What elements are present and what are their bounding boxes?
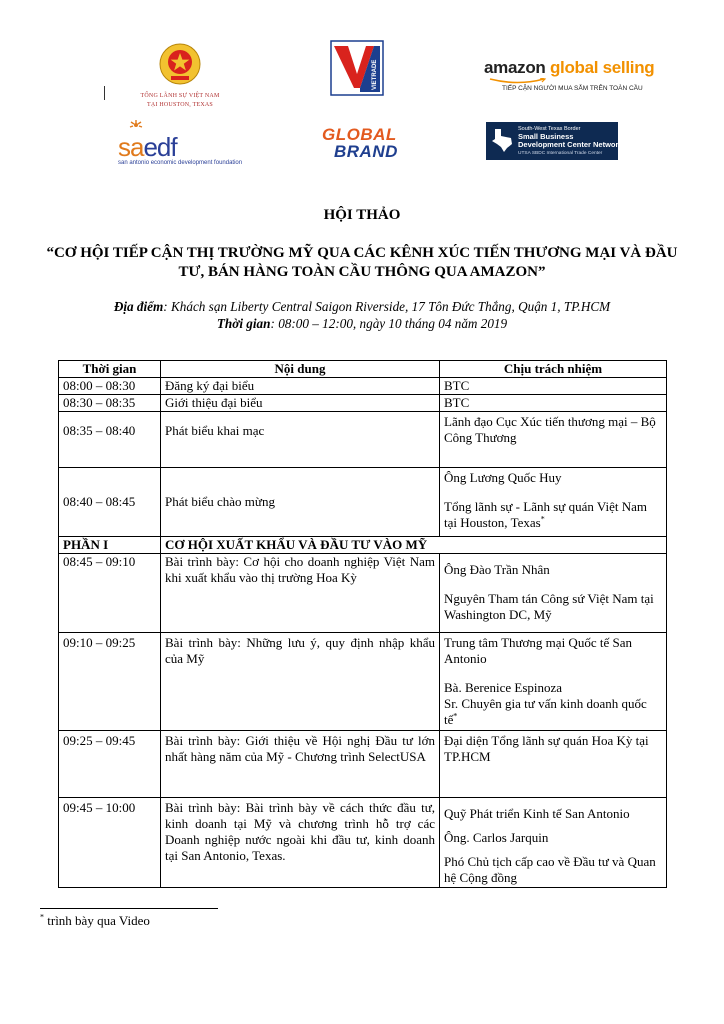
resp-title: Phó Chủ tịch cấp cao về Đầu tư và Quan hệ Cộng đồng bbox=[444, 854, 656, 885]
section-title: CƠ HỘI XUẤT KHẨU VÀ ĐẦU TƯ VÀO MỸ bbox=[161, 537, 667, 554]
section-row bbox=[59, 537, 667, 554]
header-time: Thời gian bbox=[59, 361, 161, 378]
time-line bbox=[0, 316, 724, 332]
amazon-brand-word: amazon bbox=[484, 58, 546, 77]
resp-title: Nguyên Tham tán Công sứ Việt Nam tại Washington DC, Mỹ bbox=[444, 591, 654, 622]
table-row bbox=[59, 554, 667, 633]
header-responsibility: Chịu trách nhiệm bbox=[440, 361, 667, 378]
venue-label: Địa điểm bbox=[113, 299, 164, 314]
vietrade-logo bbox=[330, 40, 384, 96]
page-title: HỘI THẢO bbox=[323, 207, 401, 223]
table-row bbox=[59, 468, 667, 537]
vietrade-label: VIETRADE bbox=[372, 59, 378, 90]
row-content: Phát biểu khai mạc bbox=[161, 412, 440, 468]
row-time: 08:00 – 08:30 bbox=[59, 378, 161, 395]
footnote-text: trình bày qua Video bbox=[44, 913, 150, 928]
saedf-star-icon bbox=[128, 120, 144, 134]
row-content: Bài trình bày: Những lưu ý, quy định nhập khẩu của Mỹ bbox=[161, 633, 440, 731]
amazon-tagline: TIẾP CẬN NGƯỜI MUA SẮM TRÊN TOÀN CẦU bbox=[502, 85, 643, 92]
venue-value: : Khách sạn Liberty Central Saigon Riverside, 17 Tôn Đức Thắng, Quận 1, TP.HCM bbox=[163, 299, 611, 314]
amazon-smile-icon bbox=[488, 78, 548, 84]
sbdc-line2: Small Business bbox=[518, 132, 574, 141]
time-label: Thời gian bbox=[216, 316, 271, 331]
agenda-table bbox=[58, 360, 667, 888]
resp-title bbox=[444, 696, 662, 728]
consulate-caption-line2: TẠI HOUSTON, TEXAS bbox=[147, 102, 213, 108]
row-content: Phát biểu chào mừng bbox=[161, 468, 440, 537]
page-subtitle: “CƠ HỘI TIẾP CẬN THỊ TRƯỜNG MỸ QUA CÁC KÊNH XÚC TIẾN THƯƠNG MẠI VÀ ĐẦU TƯ, BÁN HÀNG TOÀN CẦU THÔNG QUA AMAZON” bbox=[46, 245, 678, 280]
row-content: Bài trình bày: Bài trình bày về cách thức đầu tư, kinh doanh tại Mỹ và chương trình hỗ trợ các Doanh nghiệp nước ngoài khi đầu tư, kinh doanh tại San Antonio, Texas. bbox=[161, 798, 440, 888]
table-row bbox=[59, 378, 667, 395]
row-time: 08:40 – 08:45 bbox=[59, 468, 161, 537]
row-time: 09:25 – 09:45 bbox=[59, 731, 161, 798]
table-row bbox=[59, 412, 667, 468]
sbdc-line1: South-West Texas Border bbox=[518, 126, 581, 132]
row-responsibility: BTC bbox=[440, 395, 667, 412]
national-emblem-icon bbox=[158, 42, 202, 86]
row-content: Đăng ký đại biểu bbox=[161, 378, 440, 395]
row-time: 09:10 – 09:25 bbox=[59, 633, 161, 731]
footnote bbox=[40, 913, 150, 929]
saedf-brand-suffix: edf bbox=[143, 132, 177, 162]
saedf-brand-prefix: sa bbox=[118, 132, 144, 162]
row-content: Giới thiệu đại biểu bbox=[161, 395, 440, 412]
row-time: 08:45 – 09:10 bbox=[59, 554, 161, 633]
resp-name: Ông. Carlos Jarquin bbox=[444, 830, 549, 845]
saedf-logo bbox=[118, 122, 268, 166]
vietnam-emblem-logo bbox=[140, 42, 220, 109]
sbdc-logo bbox=[486, 122, 623, 160]
table-row bbox=[59, 633, 667, 731]
global-brand-line2: BRAND bbox=[334, 142, 398, 161]
vietrade-mark-icon bbox=[330, 40, 384, 96]
row-content: Bài trình bày: Cơ hội cho doanh nghiệp Việt Nam khi xuất khẩu vào thị trường Hoa Kỳ bbox=[161, 554, 440, 633]
row-time: 08:35 – 08:40 bbox=[59, 412, 161, 468]
table-row bbox=[59, 731, 667, 798]
resp-title-text: Tổng lãnh sự - Lãnh sự quán Việt Nam tại Houston, Texas bbox=[444, 499, 647, 530]
venue-line bbox=[0, 299, 724, 315]
global-brand-logo bbox=[322, 126, 412, 160]
row-time: 08:30 – 08:35 bbox=[59, 395, 161, 412]
row-content: Bài trình bày: Giới thiệu về Hội nghị Đầu tư lớn nhất hàng năm của Mỹ - Chương trình SelectUSA bbox=[161, 731, 440, 798]
footnote-separator bbox=[40, 908, 218, 909]
time-value: : 08:00 – 12:00, ngày 10 tháng 04 năm 2019 bbox=[270, 316, 508, 331]
header-content: Nội dung bbox=[161, 361, 440, 378]
saedf-tagline: san antonio economic development foundation bbox=[118, 160, 243, 166]
sbdc-line3: Development Center Network bbox=[518, 140, 623, 149]
row-responsibility: Đại diện Tổng lãnh sự quán Hoa Kỳ tại TP.HCM bbox=[440, 731, 667, 798]
row-responsibility bbox=[440, 468, 667, 537]
resp-title-text: Sr. Chuyên gia tư vấn kinh doanh quốc tế bbox=[444, 696, 647, 727]
row-responsibility bbox=[440, 798, 667, 888]
table-header-row bbox=[59, 361, 667, 378]
row-responsibility bbox=[440, 633, 667, 731]
amazon-global-selling-logo bbox=[484, 58, 664, 92]
resp-name: Ông Lương Quốc Huy bbox=[444, 470, 562, 485]
resp-name: Ông Đào Trần Nhân bbox=[444, 562, 550, 577]
table-row bbox=[59, 798, 667, 888]
row-responsibility bbox=[440, 554, 667, 633]
consulate-caption-line1: TỔNG LÃNH SỰ VIỆT NAM bbox=[140, 93, 220, 99]
amazon-brand-suffix: global selling bbox=[549, 58, 655, 77]
video-footnote-mark: * bbox=[540, 514, 545, 524]
section-label: PHẦN I bbox=[59, 537, 161, 554]
texas-map-icon bbox=[489, 127, 515, 153]
global-brand-line1: GLOBAL bbox=[322, 125, 397, 144]
resp-org: Trung tâm Thương mại Quốc tế San Antonio bbox=[444, 635, 632, 666]
footnote-mark: * bbox=[40, 912, 44, 922]
resp-org: Quỹ Phát triển Kinh tế San Antonio bbox=[444, 806, 630, 821]
logo-divider bbox=[104, 86, 105, 100]
sbdc-line4: UTSA SBDC International Trade Center bbox=[518, 151, 603, 156]
row-responsibility: Lãnh đạo Cục Xúc tiến thương mại – Bộ Công Thương bbox=[440, 412, 667, 468]
resp-name: Bà. Berenice Espinoza bbox=[444, 680, 563, 695]
row-responsibility: BTC bbox=[440, 378, 667, 395]
table-row bbox=[59, 395, 667, 412]
video-footnote-mark: * bbox=[453, 711, 458, 721]
row-time: 09:45 – 10:00 bbox=[59, 798, 161, 888]
resp-title bbox=[444, 499, 662, 531]
